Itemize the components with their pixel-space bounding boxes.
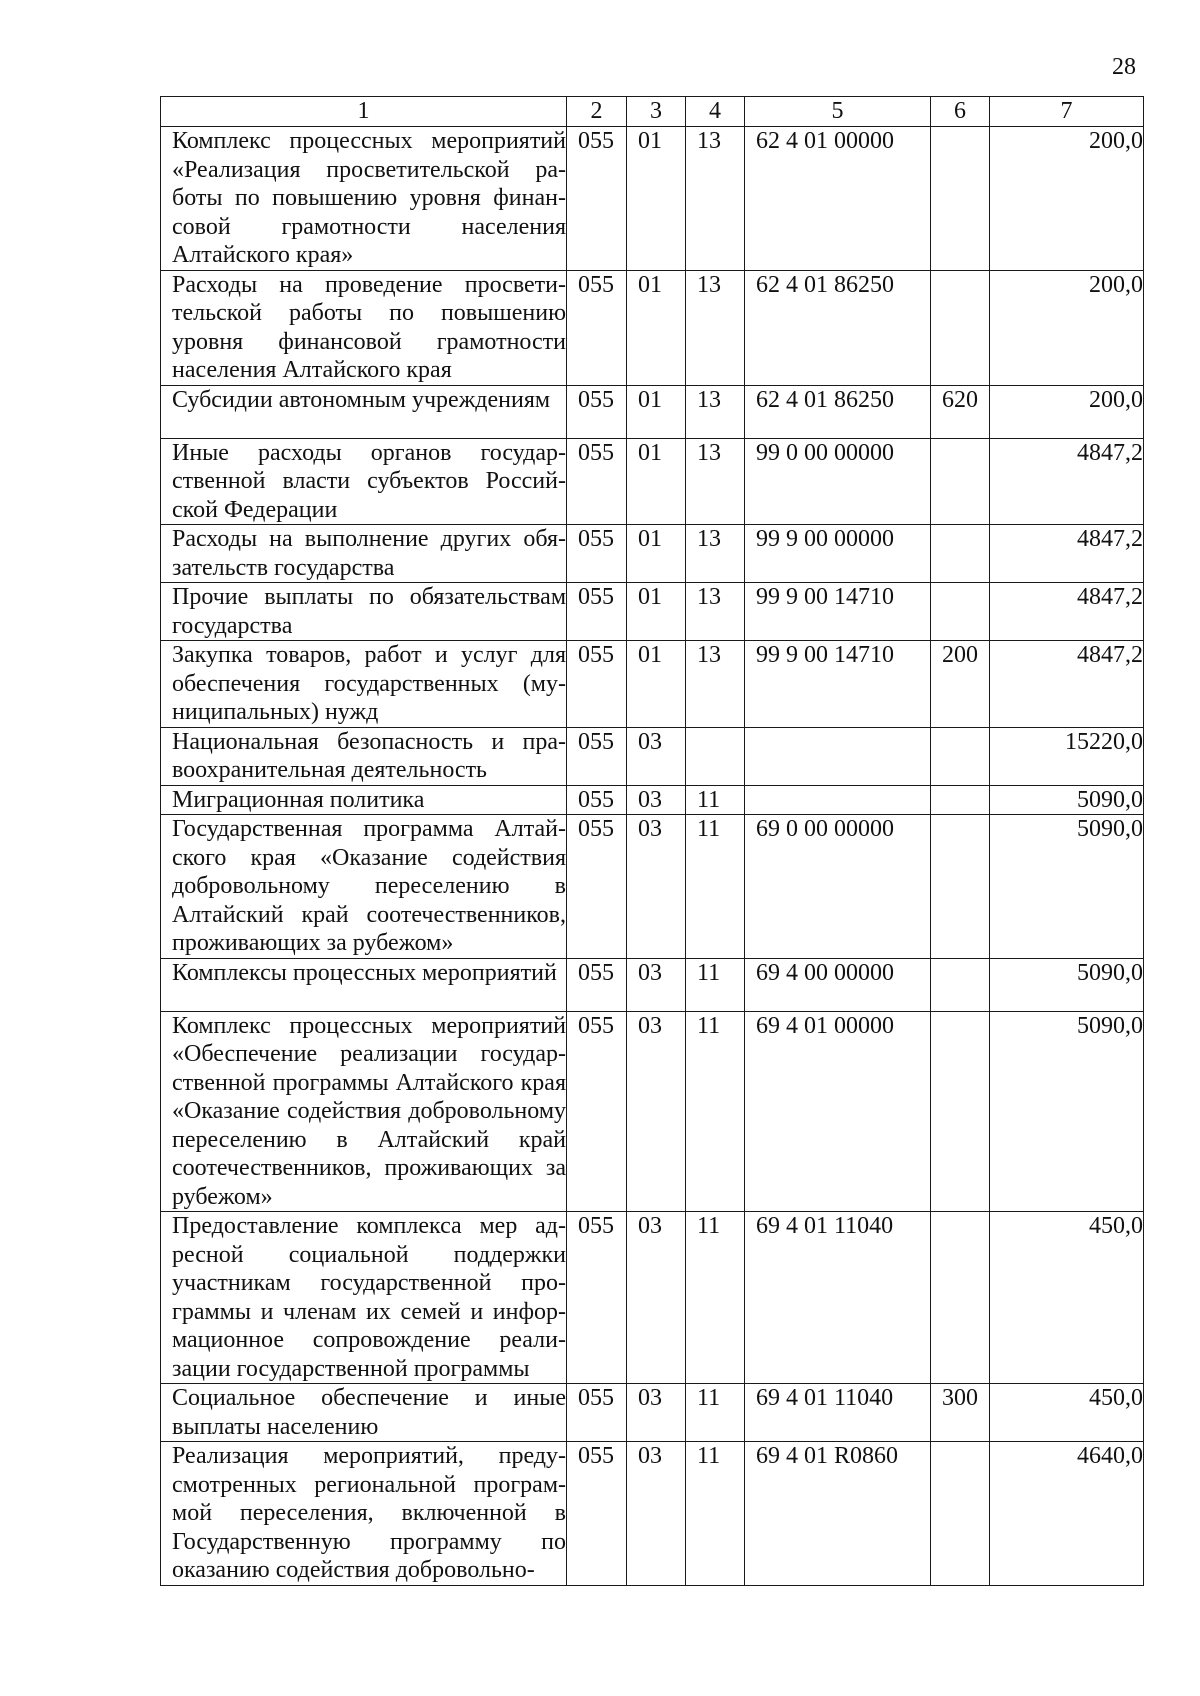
column-header: 1: [161, 97, 567, 127]
subsection-code-cell: 13: [686, 583, 745, 641]
subsection-code-cell: 11: [686, 1011, 745, 1212]
grbs-code-cell: 055: [567, 1384, 627, 1442]
row-name-cell: Закупка товаров, работ и услуг для обеспечения государственных (муниципальных) нужд: [161, 641, 567, 728]
target-article-cell: 69 4 00 00000: [745, 958, 931, 1011]
target-article-cell: 99 9 00 14710: [745, 583, 931, 641]
row-name-cell: Комплексы процессных мероприятий: [161, 958, 567, 1011]
table-row: [161, 1011, 1144, 1212]
expense-type-cell: [931, 127, 990, 271]
row-name-cell: Расходы на выполнение других обязательств государства: [161, 525, 567, 583]
subsection-code-cell: 13: [686, 270, 745, 385]
table-row: [161, 127, 1144, 271]
subsection-code-cell: 11: [686, 815, 745, 959]
row-name-cell: Социальное обеспечение и иные выплаты населению: [161, 1384, 567, 1442]
row-name-cell: Национальная безопасность и правоохранительная деятельность: [161, 727, 567, 785]
row-name-cell: Реализация мероприятий, предусмотренных региональной программой переселения, включенной в Государственную программу по оказанию содействия добровольно-: [161, 1442, 567, 1586]
amount-cell: 200,0: [990, 127, 1144, 271]
target-article-cell: 69 4 01 11040: [745, 1212, 931, 1384]
row-name-cell: Прочие выплаты по обязательствам государства: [161, 583, 567, 641]
row-name-cell: Иные расходы органов государственной власти субъектов Российской Федерации: [161, 438, 567, 525]
target-article-cell: 62 4 01 00000: [745, 127, 931, 271]
table-row: [161, 815, 1144, 959]
grbs-code-cell: 055: [567, 1011, 627, 1212]
target-article-cell: 99 9 00 00000: [745, 525, 931, 583]
column-header: 7: [990, 97, 1144, 127]
grbs-code-cell: 055: [567, 127, 627, 271]
target-article-cell: [745, 785, 931, 815]
column-header: 3: [627, 97, 686, 127]
expense-type-cell: [931, 785, 990, 815]
row-name-cell: Миграционная политика: [161, 785, 567, 815]
table-row: [161, 438, 1144, 525]
amount-cell: 5090,0: [990, 1011, 1144, 1212]
row-name-cell: Комплекс процессных мероприятий «Обеспечение реализации государственной программы Алтайского края «Оказание содействия добровольному переселению в Алтайский край соотечественников, проживающих за рубежом»: [161, 1011, 567, 1212]
expense-type-cell: [931, 1212, 990, 1384]
section-code-cell: 03: [627, 815, 686, 959]
amount-cell: 450,0: [990, 1384, 1144, 1442]
grbs-code-cell: 055: [567, 727, 627, 785]
section-code-cell: 01: [627, 583, 686, 641]
expense-type-cell: [931, 1442, 990, 1586]
row-name-cell: Расходы на проведение просветительской работы по повышению уровня финансовой грамотности населения Алтайского края: [161, 270, 567, 385]
table-row: [161, 727, 1144, 785]
section-code-cell: 03: [627, 1384, 686, 1442]
table-row: [161, 385, 1144, 438]
grbs-code-cell: 055: [567, 525, 627, 583]
section-code-cell: 03: [627, 727, 686, 785]
amount-cell: 200,0: [990, 270, 1144, 385]
grbs-code-cell: 055: [567, 1212, 627, 1384]
expense-type-cell: [931, 727, 990, 785]
column-header: 6: [931, 97, 990, 127]
subsection-code-cell: 13: [686, 641, 745, 728]
subsection-code-cell: 11: [686, 958, 745, 1011]
grbs-code-cell: 055: [567, 815, 627, 959]
expense-type-cell: [931, 525, 990, 583]
section-code-cell: 03: [627, 1011, 686, 1212]
subsection-code-cell: 11: [686, 1384, 745, 1442]
amount-cell: 4847,2: [990, 438, 1144, 525]
section-code-cell: 01: [627, 438, 686, 525]
subsection-code-cell: 11: [686, 1212, 745, 1384]
section-code-cell: 01: [627, 127, 686, 271]
expense-type-cell: [931, 1011, 990, 1212]
table-row: [161, 958, 1144, 1011]
subsection-code-cell: 13: [686, 525, 745, 583]
amount-cell: 5090,0: [990, 785, 1144, 815]
table-row: [161, 525, 1144, 583]
row-name-cell: Комплекс процессных мероприятий «Реализация просветительской работы по повышению уровня финансовой грамотности населения Алтайского края»: [161, 127, 567, 271]
subsection-code-cell: 11: [686, 1442, 745, 1586]
row-name-cell: Субсидии автономным учреждениям: [161, 385, 567, 438]
section-code-cell: 01: [627, 270, 686, 385]
table-row: [161, 583, 1144, 641]
target-article-cell: 62 4 01 86250: [745, 385, 931, 438]
expense-type-cell: [931, 958, 990, 1011]
page-number: 28: [1112, 54, 1136, 80]
table-row: [161, 1212, 1144, 1384]
target-article-cell: 69 4 01 11040: [745, 1384, 931, 1442]
amount-cell: 4847,2: [990, 525, 1144, 583]
expense-type-cell: 620: [931, 385, 990, 438]
section-code-cell: 01: [627, 525, 686, 583]
section-code-cell: 03: [627, 1212, 686, 1384]
section-code-cell: 03: [627, 958, 686, 1011]
amount-cell: 4640,0: [990, 1442, 1144, 1586]
grbs-code-cell: 055: [567, 785, 627, 815]
target-article-cell: 69 4 01 00000: [745, 1011, 931, 1212]
section-code-cell: 01: [627, 641, 686, 728]
amount-cell: 200,0: [990, 385, 1144, 438]
expense-type-cell: [931, 270, 990, 385]
table-row: [161, 1442, 1144, 1586]
grbs-code-cell: 055: [567, 438, 627, 525]
table-row: [161, 1384, 1144, 1442]
amount-cell: 5090,0: [990, 958, 1144, 1011]
expense-type-cell: 300: [931, 1384, 990, 1442]
section-code-cell: 01: [627, 385, 686, 438]
target-article-cell: 62 4 01 86250: [745, 270, 931, 385]
amount-cell: 450,0: [990, 1212, 1144, 1384]
table-row: [161, 785, 1144, 815]
expense-type-cell: [931, 438, 990, 525]
expense-type-cell: 200: [931, 641, 990, 728]
expense-type-cell: [931, 583, 990, 641]
target-article-cell: 99 9 00 14710: [745, 641, 931, 728]
column-header: 4: [686, 97, 745, 127]
grbs-code-cell: 055: [567, 385, 627, 438]
subsection-code-cell: 13: [686, 385, 745, 438]
target-article-cell: [745, 727, 931, 785]
row-name-cell: Предоставление комплекса мер адресной социальной поддержки участникам государственной программы и членам их семей и информационное сопровождение реализации государственной программы: [161, 1212, 567, 1384]
target-article-cell: 69 0 00 00000: [745, 815, 931, 959]
table-row: [161, 270, 1144, 385]
subsection-code-cell: 13: [686, 438, 745, 525]
subsection-code-cell: 11: [686, 785, 745, 815]
budget-table: [160, 96, 1144, 1586]
column-header: 5: [745, 97, 931, 127]
amount-cell: 5090,0: [990, 815, 1144, 959]
grbs-code-cell: 055: [567, 583, 627, 641]
target-article-cell: 69 4 01 R0860: [745, 1442, 931, 1586]
amount-cell: 4847,2: [990, 641, 1144, 728]
amount-cell: 4847,2: [990, 583, 1144, 641]
column-number-row: [161, 97, 1144, 127]
section-code-cell: 03: [627, 1442, 686, 1586]
expense-type-cell: [931, 815, 990, 959]
target-article-cell: 99 0 00 00000: [745, 438, 931, 525]
amount-cell: 15220,0: [990, 727, 1144, 785]
section-code-cell: 03: [627, 785, 686, 815]
column-header: 2: [567, 97, 627, 127]
grbs-code-cell: 055: [567, 1442, 627, 1586]
subsection-code-cell: 13: [686, 127, 745, 271]
grbs-code-cell: 055: [567, 641, 627, 728]
grbs-code-cell: 055: [567, 270, 627, 385]
row-name-cell: Государственная программа Алтайского края «Оказание содействия добровольному переселению в Алтайский край соотечественников, проживающих за рубежом»: [161, 815, 567, 959]
table-row: [161, 641, 1144, 728]
grbs-code-cell: 055: [567, 958, 627, 1011]
subsection-code-cell: [686, 727, 745, 785]
